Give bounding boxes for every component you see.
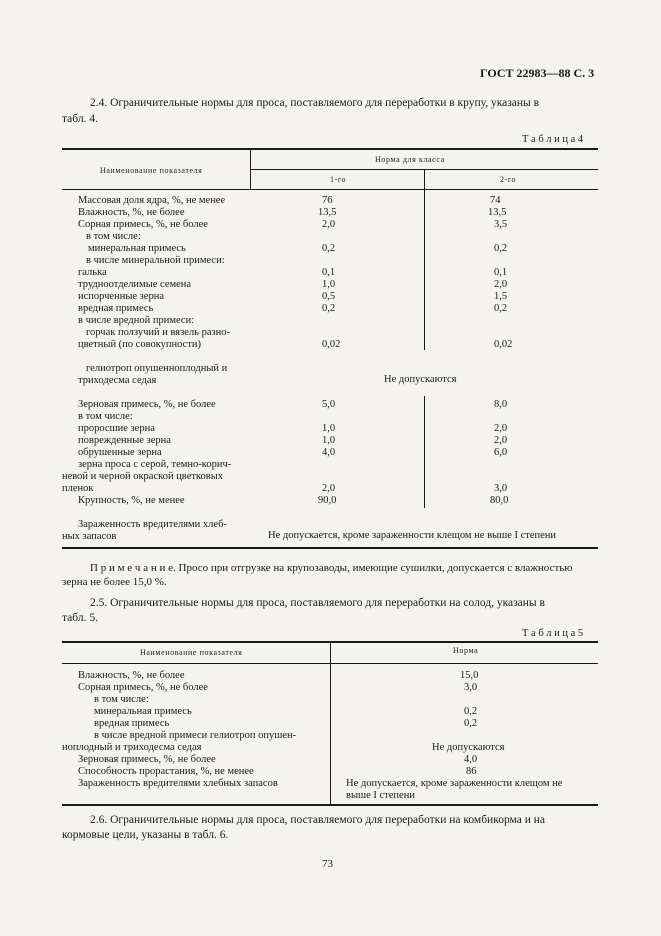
table-cell: 0,1 <box>494 267 508 278</box>
table-row: невой и черной окраской цветковых <box>62 471 224 482</box>
table4-col-norm: Норма для класса <box>375 155 445 164</box>
table-row: Крупность, %, не менее <box>78 495 185 506</box>
table-row: поврежденные зерна <box>78 435 171 446</box>
table-cell: 0,02 <box>322 339 341 350</box>
table4-col-class1: 1-го <box>330 175 347 184</box>
table-cell: 5,0 <box>322 399 336 410</box>
table-cell: 0,2 <box>322 303 336 314</box>
table-row: Зерновая примесь, %, не более <box>78 399 216 410</box>
table-row: обрушенные зерна <box>78 447 162 458</box>
paragraph-2-5-line1: 2.5. Ограничительные нормы для проса, поставляемого для переработки на солод, указаны в <box>90 597 545 609</box>
table5-column-divider <box>330 641 331 804</box>
table-row: минеральная примесь <box>94 706 192 717</box>
table4-class-divider <box>424 169 425 190</box>
table4-col-name: Наименование показателя <box>100 166 203 175</box>
table-row: гелиотроп опушенноплодный и <box>86 363 228 374</box>
table-row: Зерновая примесь, %, не более <box>78 754 216 765</box>
table-cell: 13,5 <box>318 207 337 218</box>
table-row: ных запасов <box>62 531 117 542</box>
table-cell: 74 <box>490 195 501 206</box>
table4-caption: Т а б л и ц а 4 <box>522 134 584 145</box>
table-row: Влажность, %, не более <box>78 207 185 218</box>
table-cell: 4,0 <box>322 447 336 458</box>
table4-not-allowed: Не допускаются <box>384 374 457 385</box>
table-cell: 0,2 <box>494 303 508 314</box>
table5-col-norm: Норма <box>453 646 479 655</box>
table-cell: 13,5 <box>488 207 507 218</box>
table-row: цветный (по совокупности) <box>78 339 202 350</box>
table4-top-rule <box>62 148 598 150</box>
table-row: галька <box>78 267 107 278</box>
paragraph-2-6-line2: кормовые цели, указаны в табл. 6. <box>62 829 229 841</box>
table-row: в числе минеральной примеси: <box>86 255 225 266</box>
table-cell: 3,5 <box>494 219 508 230</box>
table-cell: 0,2 <box>322 243 336 254</box>
table-cell: 15,0 <box>460 670 479 681</box>
table-cell: 1,0 <box>322 423 336 434</box>
table-row: Зараженность вредителями хлебных запасов <box>78 778 278 789</box>
table-row: в том числе: <box>86 231 141 242</box>
table-row: испорченные зерна <box>78 291 164 302</box>
table-row: вредная примесь <box>94 718 170 729</box>
note-line2: зерна не более 15,0 %. <box>62 576 167 588</box>
table5-caption: Т а б л и ц а 5 <box>522 628 584 639</box>
table-row: Влажность, %, не более <box>78 670 185 681</box>
table4-body-divider-1 <box>424 190 425 350</box>
table-cell: Не допускается, кроме зараженности клещом не <box>346 778 563 789</box>
table-row: зерна проса с серой, темно-корич- <box>78 459 232 470</box>
page-header: ГОСТ 22983—88 С. 3 <box>480 66 595 80</box>
table-cell: 2,0 <box>494 423 508 434</box>
table5-col-name: Наименование показателя <box>140 648 243 657</box>
table4-infestation-norm: Не допускается, кроме зараженности клещом не выше I степени <box>268 530 557 541</box>
table-row: Массовая доля ядра, %, не менее <box>78 195 226 206</box>
table-cell: 1,5 <box>494 291 508 302</box>
table-row: ноплодный и триходесма седая <box>62 742 202 753</box>
table-cell: Не допускаются <box>432 742 505 753</box>
table-cell: 2,0 <box>494 279 508 290</box>
table-cell: 0,2 <box>464 718 478 729</box>
table5-bottom-rule <box>62 804 598 806</box>
paragraph-2-4-line2: табл. 4. <box>62 113 98 125</box>
note-line1: П р и м е ч а н и е. Просо при отгрузке на крупозаводы, имеющие сушилки, допускается с влажностью <box>90 562 573 574</box>
table4-bottom-rule <box>62 547 598 549</box>
table-cell: 90,0 <box>318 495 337 506</box>
table-row: Сорная примесь, %, не более <box>78 219 208 230</box>
table-cell: 76 <box>322 195 333 206</box>
table-row: в числе вредной примеси гелиотроп опушен- <box>94 730 297 741</box>
table-cell: выше I степени <box>346 790 415 801</box>
table-row: горчак ползучий и вязель разно- <box>86 327 231 338</box>
table-row: Способность прорастания, %, не менее <box>78 766 254 777</box>
table-row: минеральная примесь <box>88 243 186 254</box>
table-row: трудноотделимые семена <box>78 279 192 290</box>
table-cell: 0,2 <box>464 706 478 717</box>
table-row: Сорная примесь, %, не более <box>78 682 208 693</box>
table4-header-bottom-rule <box>62 189 598 190</box>
table-row: проросшие зерна <box>78 423 155 434</box>
table-cell: 6,0 <box>494 447 508 458</box>
table-cell: 2,0 <box>322 219 336 230</box>
table-row: триходесма седая <box>78 375 157 386</box>
table4-col-class2: 2-го <box>500 175 517 184</box>
table-cell: 2,0 <box>494 435 508 446</box>
table4-body-divider-2 <box>424 396 425 508</box>
table5-header-bottom-rule <box>62 663 598 664</box>
table-row: вредная примесь <box>78 303 154 314</box>
table-cell: 80,0 <box>490 495 509 506</box>
paragraph-2-5-line2: табл. 5. <box>62 612 98 624</box>
table-cell: 1,0 <box>322 279 336 290</box>
paragraph-2-6-line1: 2.6. Ограничительные нормы для проса, поставляемого для переработки на комбикорма и на <box>90 814 545 826</box>
table-row: Зараженность вредителями хлеб- <box>78 519 227 530</box>
table-row: в том числе: <box>94 694 149 705</box>
table-cell: 3,0 <box>494 483 508 494</box>
table-cell: 2,0 <box>322 483 336 494</box>
table-cell: 0,5 <box>322 291 336 302</box>
table-row: в числе вредной примеси: <box>78 315 195 326</box>
table-cell: 86 <box>466 766 477 777</box>
table-cell: 0,02 <box>494 339 513 350</box>
table-cell: 3,0 <box>464 682 478 693</box>
table-cell: 0,2 <box>494 243 508 254</box>
page-number: 73 <box>322 858 333 870</box>
table-cell: 8,0 <box>494 399 508 410</box>
paragraph-2-4-line1: 2.4. Ограничительные нормы для проса, поставляемого для переработки в крупу, указаны в <box>90 97 540 109</box>
table-row: в том числе: <box>78 411 133 422</box>
table-cell: 0,1 <box>322 267 336 278</box>
table-row: пленок <box>62 483 94 494</box>
table-cell: 1,0 <box>322 435 336 446</box>
table-cell: 4,0 <box>464 754 478 765</box>
